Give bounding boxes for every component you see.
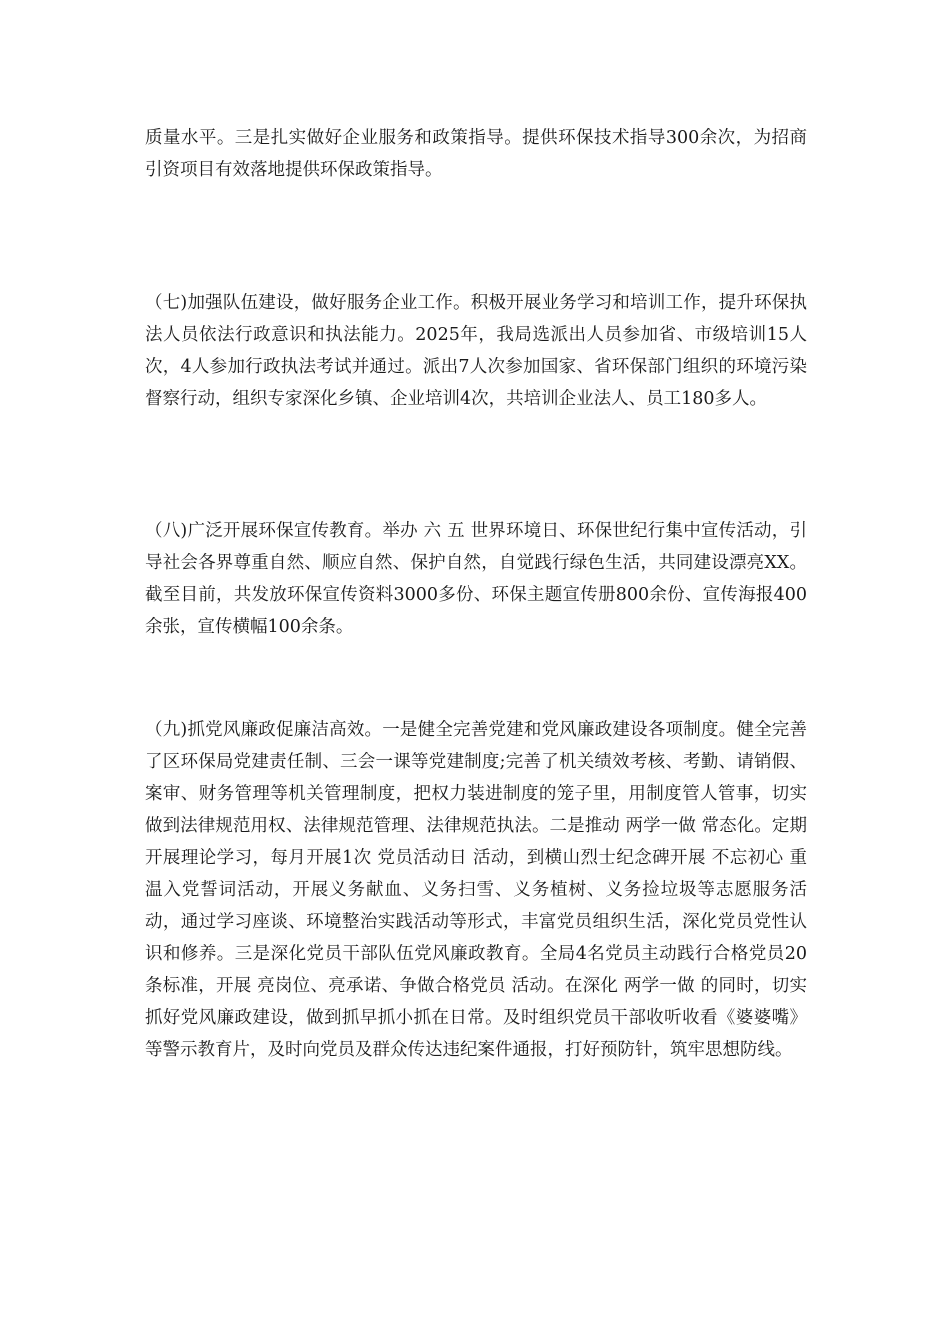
paragraph-service-guidance: 质量水平。三是扎实做好企业服务和政策指导。提供环保技术指导300余次，为招商引资项目有效落地提供环保政策指导。 — [145, 128, 807, 180]
paragraph-team-building: （七)加强队伍建设，做好服务企业工作。积极开展业务学习和培训工作，提升环保执法人员依法行政意识和执法能力。2025年，我局选派出人员参加省、市级培训15人次，4人参加行政执法考试并通过。派出7人次参加国家、省环保部门组织的环境污染督察行动，组织专家深化乡镇、企业培训4次，共培训企业法人、员工180多人。 — [145, 293, 807, 409]
paragraph-party-integrity: （九)抓党风廉政促廉洁高效。一是健全完善党建和党风廉政建设各项制度。健全完善了区环保局党建责任制、三会一课等党建制度;完善了机关绩效考核、考勤、请销假、案审、财务管理等机关管理制度，把权力装进制度的笼子里，用制度管人管事，切实做到法律规范用权、法律规范管理、法律规范执法。二是推动 两学一做 常态化。定期开展理论学习，每月开展1次 党员活动日 活动，到横山烈士纪念碑开展 不忘初心 重温入党誓词活动，开展义务献血、义务扫雪、义务植树、义务捡垃圾等志愿服务活动，通过学习座谈、环境整治实践活动等形式，丰富党员组织生活，深化党员党性认识和修养。三是深化党员干部队伍党风廉政教育。全局4名党员主动践行合格党员20条标准，开展 亮岗位、亮承诺、争做合格党员 活动。在深化 两学一做 的同时，切实抓好党风廉政建设，做到抓早抓小抓在日常。及时组织党员干部收听收看《婆婆嘴》等警示教育片，及时向党员及群众传达违纪案件通报，打好预防针，筑牢思想防线。 — [145, 720, 807, 1060]
paragraph-publicity-education: （八)广泛开展环保宣传教育。举办 六 五 世界环境日、环保世纪行集中宣传活动，引导社会各界尊重自然、顺应自然、保护自然，自觉践行绿色生活，共同建设漂亮XX。截至目前，共发放环保宣传资料3000多份、环保主题宣传册800余份、宣传海报400余张，宣传横幅100余条。 — [145, 521, 807, 637]
